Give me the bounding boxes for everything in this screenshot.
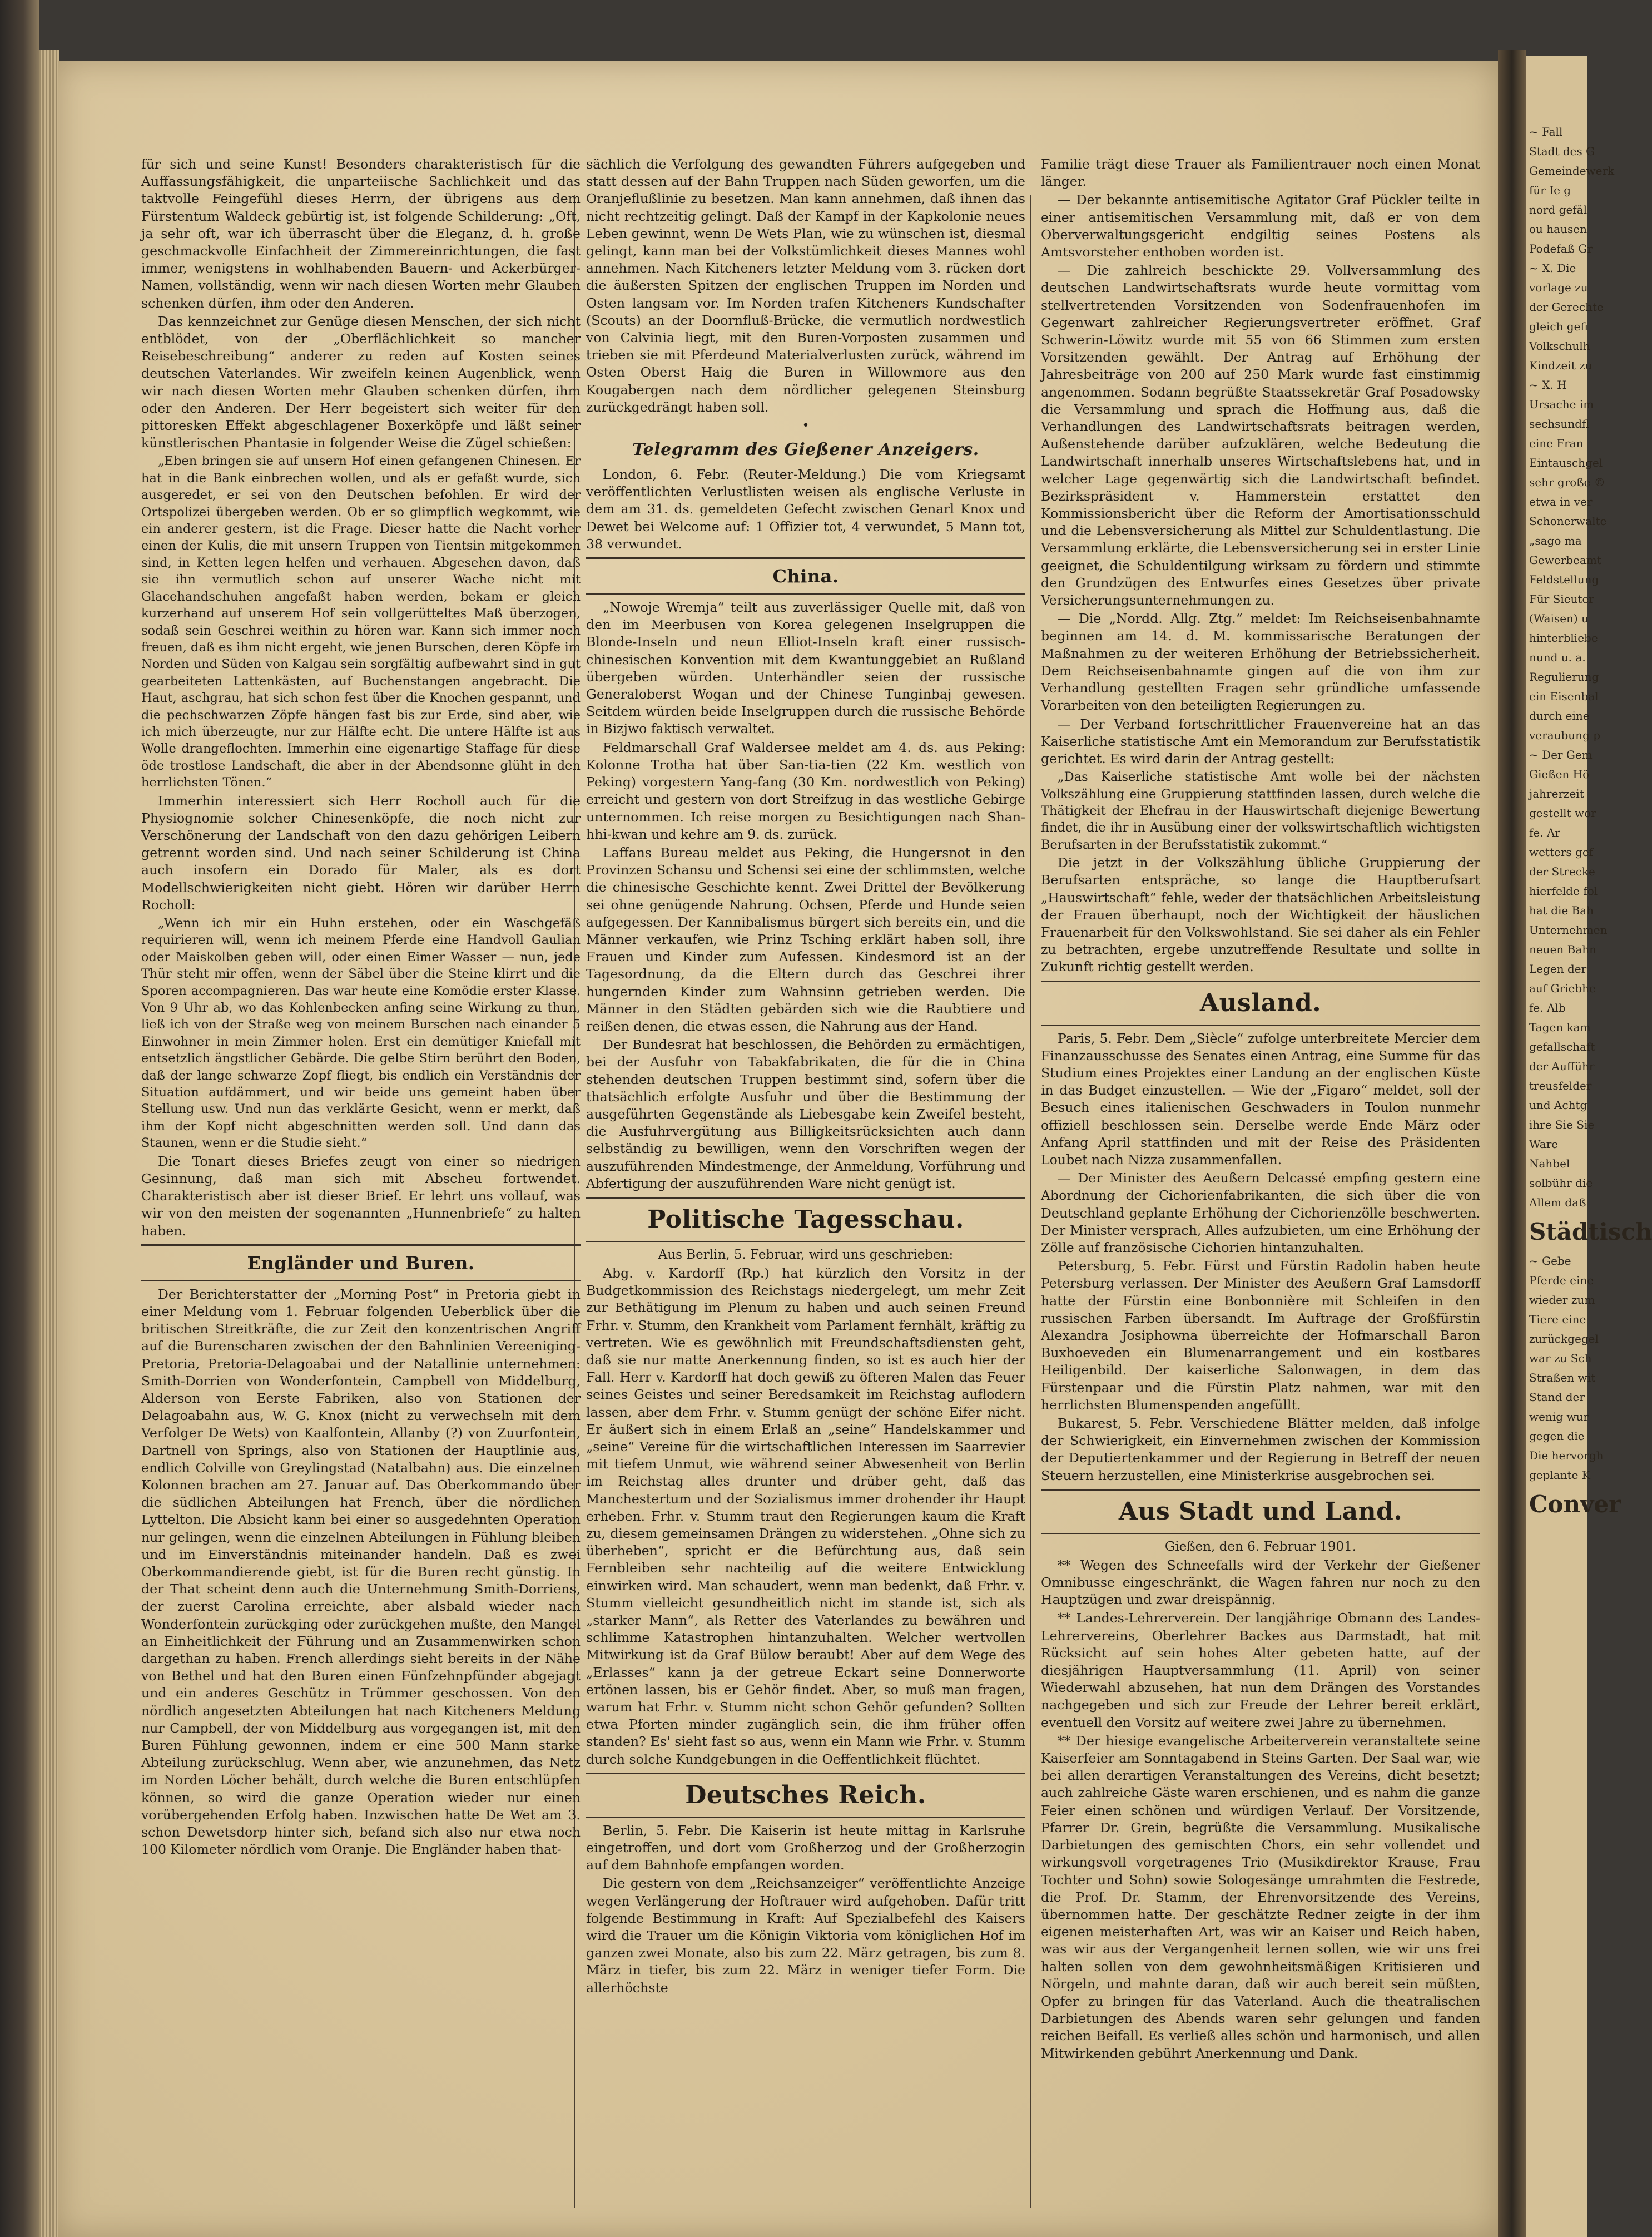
article-paragraph: Die Tonart dieses Briefes zeugt von einer so niedrigen Gesinnung, daß man sich mit Abscheu fortwendet. Charakteristisch aber ist dieser Brief. Er lehrt uns vollauf, was wir von den meisten der sogenannten „Hunnenbriefe“ zu halten haben. <box>141 1153 581 1239</box>
scan-background-left <box>0 0 39 2237</box>
adjacent-page-line: gegen die <box>1529 1429 1585 1443</box>
adjacent-page-line: sechsundfl <box>1529 417 1590 430</box>
telegram-text: London, 6. Febr. (Reuter-Meldung.) Die vom Kriegsamt veröffentlichten Verlustlisten weisen als englische Verluste in dem am 31. ds. gemeldeten Gefecht zwischen Genarl Knox und Dewet bei Welcome auf: 1 Offizier tot, 4 verwundet, 5 Mann tot, 38 verwundet. <box>586 467 1025 552</box>
adjacent-page-line: „sago ma <box>1529 534 1582 547</box>
adjacent-page-line: treusfelder <box>1529 1079 1592 1092</box>
section-divider <box>1041 1025 1480 1026</box>
section-divider <box>586 1197 1025 1199</box>
adjacent-page-line: der Gerechte <box>1529 300 1604 314</box>
article-paragraph: Immerhin interessiert sich Herr Rocholl auch für die Physiognomie solcher Chinesenköpfe, die noch nicht zur Verschönerung der Landschaft von den dazu gehörigen Leibern getrennt worden sind. Und nach seiner Schilderung ist China auch insofern ein Dorado für Maler, als es dort Modellschwierigkeiten nicht giebt. Hören wir darüber Herrn Rocholl: <box>141 793 581 913</box>
adjacent-page-line: ~ Der Gem <box>1529 748 1593 761</box>
adjacent-page-line: Unternehmen <box>1529 923 1608 937</box>
adjacent-page-line: Pferde eine <box>1529 1274 1594 1287</box>
adjacent-page-line: Podefaß Gr <box>1529 242 1593 255</box>
adjacent-page-line: Schonerwalte <box>1529 514 1607 528</box>
adjacent-page-line: (Waisen) u <box>1529 612 1589 625</box>
column-rule-2 <box>1030 195 1031 2208</box>
adjacent-page-line: hierfelde fol <box>1529 884 1598 898</box>
article-paragraph: Berlin, 5. Febr. Die Kaiserin ist heute mittag in Karlsruhe eingetroffen, und dort vom Großherzog und der Großherzogin auf dem Bahnhofe empfangen worden. <box>586 1822 1025 1873</box>
adjacent-page-line: Ursache im <box>1529 398 1594 411</box>
adjacent-page-line: vorlage zu <box>1529 281 1588 294</box>
section-divider <box>1041 981 1480 982</box>
adjacent-page-line: wetters gef <box>1529 845 1594 859</box>
adjacent-page-line: hat die Bah <box>1529 904 1594 917</box>
headline-ausland: Ausland. <box>1199 988 1322 1017</box>
article-paragraph: Bukarest, 5. Febr. Verschiedene Blätter melden, daß infolge der Schwierigkeit, ein Einvernehmen zwischen der Kommission der Deputiertenkammer und der Regierung in Betreff der neuen Steuern herzustellen, eine Ministerkrise ausgebrochen sei. <box>1041 1416 1480 1483</box>
dateline: Gießen, den 6. Februar 1901. <box>1164 1539 1357 1554</box>
article-paragraph: — Die „Nordd. Allg. Ztg.“ meldet: Im Reichseisenbahnamte beginnen am 14. d. M. kommissarische Beratungen der Maßnahmen zu der weiteren Erhöhung der Betriebssicherheit. Dem Reichseisenbahnamte gingen auf die von ihm zur Verhandlung gestellten Fragen sehr gründliche umfassende Vorarbeiten von den beteiligten Regierungen zu. <box>1041 611 1480 714</box>
article-paragraph: Feldmarschall Graf Waldersee meldet am 4. ds. aus Peking: Kolonne Trotha hat über San-tia-tien (22 Km. westlich von Peking) vorgestern Yang-fang (30 Km. nordwestlich von Peking) erreicht und gestern von dort Streifzug in das westliche Gebirge unternommen. Ich reise morgen zu Besichtigungen nach Shan-hhi-kwan und kehre am 9. ds. zurück. <box>586 739 1025 842</box>
section-divider <box>141 1244 581 1246</box>
adjacent-page-line: fe. Alb <box>1529 1001 1566 1014</box>
section-divider <box>1041 1489 1480 1491</box>
adjacent-page-line: neuen Bahn <box>1529 943 1597 956</box>
adjacent-page-line: Stadt des G <box>1529 145 1595 158</box>
article-paragraph: Paris, 5. Febr. Dem „Siècle“ zufolge unterbreitete Mercier dem Finanzausschusse des Senates einen Antrag, eine Summe für das Studium eines Projektes einer Landung an der englischen Küste in das Budget einzustellen. — Wie der „Figaro“ meldet, soll der Besuch eines italienischen Geschwaders in Toulon nunmehr offiziell beschlossen sein. Derselbe werde Ende März oder Anfang April stattfinden und mit der Reise des Präsidenten Loubet nach Nizza zusammenfallen. <box>1041 1030 1480 1167</box>
headline-china: China. <box>772 566 839 587</box>
article-paragraph: — Der Verband fortschrittlicher Frauenvereine hat an das Kaiserliche statistische Amt ein Memorandum zur Berufsstatistik gerichtet. Es wird darin der Antrag gestellt: <box>1041 716 1480 766</box>
section-divider <box>586 1773 1025 1774</box>
adjacent-page-line: Die hervorgh <box>1529 1449 1604 1462</box>
adjacent-page-heading: Conver <box>1529 1491 1621 1518</box>
adjacent-page-line: auf Griebhe <box>1529 982 1596 995</box>
separator-dot: • <box>802 419 810 433</box>
article-paragraph: Petersburg, 5. Febr. Fürst und Fürstin Radolin haben heute Petersburg verlassen. Der Minister des Aeußern Graf Lamsdorff hatte der Fürstin eine Bonbonnière mit Schleifen in den russischen Farben übersandt. Im Auftrage der Großfürstin Alexandra Josiphowna überreichte der Hofmarschall Baron Buxhoeveden ein Blumenarrangement und ein kostbares Heiligenbild. Der kaiserliche Salonwagen, in dem das Fürstenpaar und die Fürstin Platz nahmen, war mit den herrlichsten Blumenspenden angefüllt. <box>1041 1258 1480 1413</box>
adjacent-page-line: Volkschulh <box>1529 339 1590 353</box>
article-paragraph: ** Der hiesige evangelische Arbeiterverein veranstaltete seine Kaiserfeier am Sonntagabend in Steins Garten. Der Saal war, wie bei allen derartigen Veranstaltungen des Vereins, dicht besetzt; auch zahlreiche Gäste waren erschienen, und es nahm die ganze Feier einen schönen und würdigen Verlauf. Der Vorsitzende, Pfarrer Dr. Grein, begrüßte die Versammlung. Musikalische Darbietungen des gemischten Chors, ein sehr vollendet und wirkungsvoll vorgetragenes Trio (Musikdirektor Krause, Frau Tochter und Sohn) sowie Sologesänge umrahmten die Festrede, die Prof. Dr. Stamm, der Ehrenvorsitzende des Vereins, übernommen hatte. Der geschätzte Redner zeigte in der ihm eigenen meisterhaften Art, was wir an Kaiser und Reich haben, was wir aus der Vergangenheit lernen sollen, wie wir uns frei halten sollen von dem gewohnheitsmäßigen Kritisieren und Nörgeln, und mahnte daran, daß wir auch bereit sein müßten, Opfer zu bringen für das Vaterland. Auch die theatralischen Darbietungen des Abends waren sehr gelungen und fanden reichen Beifall. Es verließ alles schön und harmonisch, und allen Mitwirkenden gebührt Anerkennung und Dank. <box>1041 1733 1480 2061</box>
column-3 <box>1041 156 1480 2214</box>
adjacent-page-fragment <box>1526 56 1652 2237</box>
article-paragraph: — Der bekannte antisemitische Agitator Graf Pückler teilte in einer antisemitischen Versammlung mit, daß er von dem Oberverwaltungsgericht endgiltig seines Postens als Amtsvorsteher enthoben worden ist. <box>1041 192 1480 260</box>
adjacent-page-line: ~ Gebe <box>1529 1254 1571 1268</box>
article-quote: „Wenn ich mir ein Huhn erstehen, oder ein Waschgefäß requirieren will, wenn ich meinem Pferde eine Handvoll Gaulian oder Maiskolben geben will, oder einen Eimer Wasser — nun, jede Thür steht mir offen, wenn der Säbel über die Steine klirrt und die Sporen accompagnieren. Das war heute eine Komödie erster Klasse. Von 9 Uhr ab, wo das Kohlenbecken anfing seine Wirkung zu thun, ließ ich von der Straße weg von meinem Burschen nach einander 5 Einwohner in mein Zimmer holen. Erst ein demütiger Kniefall mit entsetzlich ängstlicher Gebärde. Die gelbe Stirn berührt den Boden, daß der lange schwarze Zopf fliegt, bis endlich ein Verständnis der Situation aufdämmert, und wir beide uns gemeint haben über Stellung usw. Und nun das verklärte Gesicht, wenn er merkt, daß ihm der Kopf nicht abgeschnitten werden soll. Und dann das Staunen, wenn er die Studie sieht.“ <box>141 916 581 1151</box>
article-paragraph: Die gestern von dem „Reichsanzeiger“ veröffentlichte Anzeige wegen Verlängerung der Hoftrauer wird aufgehoben. Dafür tritt folgende Bestimmung in Kraft: Auf Spezialbefehl des Kaisers wird die Trauer um die Königin Viktoria vom königlichen Hof im ganzen zwei Monate, also bis zum 22. März getragen, bis zum 8. März in tiefer, bis zum 22. März in weniger tiefer Form. Die allerhöchste <box>586 1875 1025 1996</box>
adjacent-page-line: Gemeindewerk <box>1529 164 1615 177</box>
adjacent-page-line: Ware <box>1529 1137 1559 1151</box>
adjacent-page-line: ou hausen <box>1529 222 1587 236</box>
adjacent-page-line: gestellt wor <box>1529 806 1596 820</box>
adjacent-page-line: Straßen wit <box>1529 1371 1596 1384</box>
adjacent-page-line: Kindzeit zu <box>1529 359 1593 372</box>
adjacent-page-line: Feldstellung <box>1529 573 1599 586</box>
column-1 <box>141 156 581 2214</box>
adjacent-page-line: Nahbel <box>1529 1157 1570 1170</box>
adjacent-page-line: Tagen kam <box>1529 1021 1591 1034</box>
dateline: Aus Berlin, 5. Februar, wird uns geschrieben: <box>658 1247 954 1262</box>
newspaper-page <box>58 61 1498 2237</box>
article-paragraph: Familie trägt diese Trauer als Familientrauer noch einen Monat länger. <box>1041 156 1480 190</box>
adjacent-page-line: ~ Fall <box>1529 125 1563 138</box>
headline-aus-stadt-und-land: Aus Stadt und Land. <box>1118 1497 1403 1526</box>
adjacent-page-line: Regulierung <box>1529 670 1599 684</box>
adjacent-page-line: ihre Sie Sie <box>1529 1118 1595 1131</box>
adjacent-page-line: Für Sieuter <box>1529 592 1594 606</box>
section-divider <box>586 557 1025 559</box>
adjacent-page-line: Stand der <box>1529 1390 1585 1404</box>
adjacent-page-line: Eintauschgel <box>1529 456 1603 469</box>
article-paragraph: Der Berichterstatter der „Morning Post“ in Pretoria giebt in einer Meldung vom 1. Februar folgenden Ueberblick über die britischen Streitkräfte, die zur Zeit den konzentrischen Angriff auf die Burenscharen zwischen der den Bahnlinien Vereeniging-Pretoria, Pretoria-Delagoabai und der Natallinie unternehmen: Smith-Dorrien von Wonderfontein, Campbell von Middelburg, Alderson von Eerste Fabriken, also von Stationen der Delagoabahn aus, W. G. Knox (nicht zu verwechseln mit dem Verfolger De Wets) von Kaalfontein, Allanby (?) von Zuurfontein, Dartnell von Springs, also von Stationen der Hauptlinie aus, endlich Colville von Greylingstad (Natalbahn) aus. Die einzelnen Kolonnen brachen am 27. Januar auf. Das Oberkommando über die südlichen Abteilungen hat French, über die nördlichen Lyttelton. Die Absicht kann bei einer so ausgedehnten Operation nur gelingen, wenn die einzelnen Abteilungen in Fühlung bleiben und im Einverständnis miteinander handeln. Daß es zwei Oberkommandierende giebt, ist für die Buren recht günstig. In der That scheint denn auch die Unternehmung Smith-Dorriens, der zuerst Carolina erreichte, aber alsbald wieder nach Wonderfontein zurückging oder zurückgehen mußte, den Mangel an Einheitlichkeit der Führung und an Zusammenwirken schon dargethan zu haben. French allerdings sieht bereits in der Nähe von Bethel und hat den Buren einen Fünfzehnpfünder abgejagt und ein anderes Geschütz in Trümmer geschossen. Von den nördlich angesetzten Abteilungen hat nach Kitcheners Meldung nur Campbell, der von Middelburg aus vorgegangen ist, mit den Buren Fühlung gewonnen, indem er eine 500 Mann starke Abteilung zurückschlug. Wenn aber, wie anzunehmen, das Netz im Norden Löcher behält, durch welche die Buren entschlüpfen können, so wird die ganze Operation wieder nur einen vorübergehenden Erfolg haben. Inzwischen hatte De Wet am 3. schon Dewetsdorp hinter sich, befand sich also nur etwa noch 100 Kilometer nördlich vom Oranje. Die Engländer haben that- <box>141 1286 581 1858</box>
adjacent-page-line: veraubung p <box>1529 729 1601 742</box>
headline-politische-tagesschau: Politische Tagesschau. <box>647 1205 964 1234</box>
adjacent-page-line: für Ie g <box>1529 184 1571 197</box>
section-divider <box>141 1280 581 1281</box>
adjacent-page-line: durch eine <box>1529 709 1590 722</box>
section-divider <box>586 593 1025 595</box>
book-gutter <box>1498 50 1526 2237</box>
article-paragraph: Der Bundesrat hat beschlossen, die Behörden zu ermächtigen, bei der Ausfuhr von Tabakfabrikaten, die für die in China stehenden deutschen Truppen bestimmt sind, sofern über die thatsächlich erfolgte Ausfuhr und über die Bestimmung der ausgeführten Gegenstände als Liebesgabe kein Zweifel besteht, die Ausfuhrvergütung aus Billigkeitsrücksichten auch dann selbständig zu bewilligen, wenn den Vorschriften wegen der auszuführenden Mindestmenge, der Anmeldung, Vorführung und Abfertigung der auszuführenden Ware nicht genügt ist. <box>586 1037 1025 1191</box>
adjacent-page-lines <box>1526 56 1652 1524</box>
adjacent-page-line: sehr große © <box>1529 476 1605 489</box>
adjacent-page-line: der Strecke <box>1529 865 1595 878</box>
adjacent-page-line: Gewerbeamt <box>1529 553 1601 567</box>
adjacent-page-line: Allem daß <box>1529 1196 1586 1209</box>
article-quote: „Das Kaiserliche statistische Amt wolle bei der nächsten Volkszählung eine Gruppierung stattfinden lassen, durch welche die Thätigkeit der Ehefrau in der Hauswirtschaft diejenige Bewertung findet, die ihr in Ausübung einer der volkswirtschaftlich wichtigsten Berufsarten in der Berufsstatistik zukommt.“ <box>1041 770 1480 852</box>
adjacent-page-line: nord gefäl <box>1529 203 1587 216</box>
article-paragraph: für sich und seine Kunst! Besonders charakteristisch für die Auffassungsfähigkeit, die unparteiische Sachlichkeit und das taktvolle Feingefühl dieses Herrn, der übrigens aus dem Fürstentum Waldeck gebürtig ist, ist folgende Schilderung: „Oft, ja sehr oft, war ich überrascht über die Eleganz, d. h. große geschmackvolle Einfachheit der Zimmereinrichtungen, die fast immer, wenigstens in wohlhabenden Bauern- und Ackerbürger-Namen, vollständig, wenn wir nach diesen Worten mehr Glauben schenken dürfen, ihm oder den Anderen. <box>141 156 581 311</box>
adjacent-page-line: gefallschaft <box>1529 1040 1595 1053</box>
adjacent-page-line: jahrerzeit <box>1529 787 1584 800</box>
headline-deutsches-reich: Deutsches Reich. <box>685 1780 926 1809</box>
adjacent-page-line: eine Fran <box>1529 437 1584 450</box>
article-paragraph: „Nowoje Wremja“ teilt aus zuverlässiger Quelle mit, daß von den im Meerbusen von Korea gelegenen Inselgruppen die Blonde-Inseln und neun Elliot-Inseln kraft einer russisch-chinesischen Konvention mit dem Kwantunggebiet an Rußland übergeben würden. Unterhändler seien der russische Generaloberst Wogan und der Chinese Tunginbaj gewesen. Seitdem würden beide Inselgruppen durch die russische Behörde in Bizjwo faktisch verwaltet. <box>586 600 1025 737</box>
adjacent-page-line: ~ X. Die <box>1529 261 1576 275</box>
article-paragraph: Laffans Bureau meldet aus Peking, die Hungersnot in den Provinzen Schansu und Schensi sei eine der schlimmsten, welche die chinesische Geschichte kennt. Zwei Drittel der Bevölkerung sei ohne genügende Nahrung. Ochsen, Pferde und Hunde seien aufgegessen. Der Kannibalismus bürgert sich bereits ein, und die Männer verkaufen, wie Prinz Tsching erklärt haben soll, ihre Frauen und Kinder zum Aufessen. Kindesmord ist an der Tagesordnung, da die Eltern durch das Geschrei ihrer hungernden Kinder zum Wahnsinn getrieben werden. Die Männer in den Städten gebärden sich wie die Raubtiere und reißen denen, die etwas essen, die Nahrung aus der Hand. <box>586 844 1025 1034</box>
adjacent-page-line: wenig wur <box>1529 1410 1589 1423</box>
article-paragraph: Abg. v. Kardorff (Rp.) hat kürzlich den Vorsitz in der Budgetkommission des Reichstags niedergelegt, um mehr Zeit zur Bethätigung im Plenum zu haben und auch seinen Freund Frhr. v. Stumm, den Krankheit vom Parlament fernhält, kräftig zu vertreten. Wie es gewöhnlich mit Freundschaftsdiensten geht, daß sie nur matte Anerkennung finden, so ist es auch hier der Fall. Herr v. Kardorff hat doch gewiß zu öfteren Malen das Feuer seines Geistes und seiner Beredsamkeit im Reichstag auflodern lassen, aber dem Frhr. v. Stumm genügt der schöne Eifer nicht. Er äußert sich in einem Erlaß an „seine“ Handelskammer und „seine“ Vereine für die wirtschaftlichen Interessen im Saarrevier mit tiefem Unmut, wie während seiner Abwesenheit von Berlin im Reichstag alles drunter und drüber geht, daß das Manchestertum und der Sozialismus immer drohender ihr Haupt erheben. Frhr. v. Stumm traut den Regierungen kaum die Kraft zu, diesem gemeinsamen Drängen zu widerstehen. „Ohne sich zu überheben“, spricht er die Befürchtung aus, daß sein Fernbleiben sehr nachteilig auf die weitere Entwicklung einwirken wird. Man schaudert, wenn man bedenkt, daß Frhr. v. Stumm vielleicht gesundheitlich nicht im stande ist, sich als „starker Mann“, als Retter des Vaterlandes zu bewähren und schlimme Katastrophen hintanzuhalten. Welcher wertvollen Mitwirkung ist da Graf Bülow beraubt! Aber auf dem Wege des „Erlasses“ kann ja der getreue Eckart seine Donnerworte ertönen lassen, bis er Gehör findet. Aber, so muß man fragen, warum hat Frhr. v. Stumm nicht schon Gehör gefunden? Sollten etwa Pforten minder zugänglich sein, die ihm früher offen standen? Es' sieht fast so aus, wenn ein Mann wie Frhr. v. Stumm durch solche Kundgebungen in die Oeffentlichkeit flüchtet. <box>586 1265 1025 1767</box>
adjacent-page-line: gleich gefi <box>1529 320 1588 333</box>
adjacent-page-line: solbühr die <box>1529 1176 1593 1190</box>
adjacent-page-line: fe. Ar <box>1529 826 1560 839</box>
adjacent-page-line: etwa in ver <box>1529 495 1593 508</box>
section-divider <box>586 1817 1025 1818</box>
adjacent-page-line: Tiere eine <box>1529 1313 1586 1326</box>
section-divider <box>1041 1533 1480 1534</box>
article-quote: „Eben bringen sie auf unsern Hof einen gefangenen Chinesen. Er hat in die Bank einbrechen wollen, und als er gefaßt wurde, sich ausgeredet, er sei von den Deutschen befohlen. Er wird der Ortspolizei übergeben werden. Ob er so glimpflich wegkommt, wie ein anderer gestern, ist die Frage. Dieser hatte die Nacht vorher einen der Kulis, die mit unsern Truppen von Tientsin mitgekommen sind, in Ketten legen helfen und verhauen. Abgesehen davon, daß sie ihn vermutlich schon auf unserer Wache nicht mit Glacehandschuhen angefaßt haben werden, bekam er gleich kurzerhand auf unserem Hof sein vollgerütteltes Maß überzogen, sodaß sein Geschrei weithin zu hören war. Kann sich immer noch freuen, daß es ihm nicht ergeht, wie jenen Burschen, deren Köpfe im Norden und Süden von Kalgau sein sorgfältig aufbewahrt sind in gut gearbeiteten Lattenkästen, auf Buchenstangen angebracht. Die Haut, aschgrau, hat sich schon fest über die Knochen gespannt, und die pechschwarzen Zöpfe hängen fast bis zur Erde, sind aber, wie ich mich überzeugte, nur zur Hälfte echt. Die untere Hälfte ist aus Wolle drangeflochten. Immerhin eine eigenartige Staffage für diese öde trostlose Landschaft, die aber in der Abendsonne glüht in den herrlichsten Tönen.“ <box>141 454 581 790</box>
article-paragraph: ** Landes-Lehrerverein. Der langjährige Obmann des Landes-Lehrervereins, Oberlehrer Backes aus Darmstadt, hat mit Rücksicht auf sein hohes Alter gebeten hatte, auf der diesjährigen Hauptversammlung (11. April) von seiner Wiederwahl abzusehen, hat nun dem Drängen des Vorstandes nachgegeben und sich zur Freude der Lehrer bereit erklärt, eventuell den Vorsitz auf weitere zwei Jahre zu übernehmen. <box>1041 1610 1480 1730</box>
article-paragraph: Die jetzt in der Volkszählung übliche Gruppierung der Berufsarten entspräche, so lange die Hauptberufsart „Hauswirtschaft“ fehle, weder der thatsächlichen Arbeitsleistung der Frauen überhaupt, noch der Wichtigkeit der häuslichen Frauenarbeit für den Volkswohlstand. Sie sei daher als ein Fehler zu betrachten, ergebe unzutreffende Resultate und sollte in Zukunft richtig gestellt werden. <box>1041 855 1480 975</box>
headline-telegramm: Telegramm des Gießener Anzeigers. <box>632 440 979 460</box>
adjacent-page-line: wieder zum <box>1529 1293 1595 1306</box>
adjacent-page-line: zurückgegel <box>1529 1332 1599 1345</box>
article-paragraph: — Der Minister des Aeußern Delcassé empfing gestern eine Abordnung der Cichorienfabrikanten, die sich über die von Deutschland geplante Erhöhung der Cichorienzölle beschwerten. Der Minister versprach, Alles aufzubieten, um eine Erhöhung der Zölle auf französische Cichorien hintanzuhalten. <box>1041 1170 1480 1255</box>
headline-englaender-und-buren: Engländer und Buren. <box>247 1252 475 1274</box>
adjacent-page-line: Legen der <box>1529 962 1587 976</box>
adjacent-page-line: Gießen Hö <box>1529 768 1590 781</box>
adjacent-page-line: geplante K <box>1529 1468 1590 1482</box>
book-page-edges <box>39 50 59 2237</box>
adjacent-page-line: hinterbliebe <box>1529 631 1598 645</box>
adjacent-page-line: und Achtg <box>1529 1098 1587 1112</box>
adjacent-page-line: war zu Sch <box>1529 1352 1592 1365</box>
article-paragraph: Das kennzeichnet zur Genüge diesen Menschen, der sich nicht entblödet, von der „Oberflächlichkeit so mancher Reisebeschreibung“ anderer zu reden auf Kosten seines deutschen Vaterlandes. Wir zweifeln keinen Augenblick, wenn wir nach diesen Worten mehr Glauben schenken dürfen, ihm oder den Anderen. Der Herr begeistert sich weiter für den pittoresken Effekt abgeschlagener Boxerköpfe und läßt seiner künstlerischen Phantasie in folgender Weise die Zügel schießen: <box>141 313 581 451</box>
adjacent-page-line: ~ X. H <box>1529 378 1567 392</box>
article-paragraph: ** Wegen des Schneefalls wird der Verkehr der Gießener Omnibusse eingeschränkt, die Wagen fahren nur noch zu den Hauptzügen und zwar dreispännig. <box>1041 1557 1480 1608</box>
adjacent-page-heading: Städtisch <box>1529 1218 1652 1245</box>
adjacent-page-line: ein Eisenbal <box>1529 690 1599 703</box>
adjacent-page-line: der Aufführ <box>1529 1060 1595 1073</box>
section-divider <box>586 1241 1025 1242</box>
article-paragraph: sächlich die Verfolgung des gewandten Führers aufgegeben und statt dessen auf der Bahn Truppen nach Süden geworfen, um die Oranjeflußlinie zu besetzen. Man kann annehmen, daß ihnen das nicht rechtzeitig gelingt. Daß der Kampf in der Kapkolonie neues Leben gewinnt, wenn De Wets Plan, wie zu wünschen ist, diesmal gelingt, kann man bei der Volkstümlichkeit dieses Mannes wohl annehmen. Nach Kitcheners letzter Meldung vom 3. rücken dort die äußersten Spitzen der englischen Truppen im Norden und Osten langsam vor. Im Norden trafen Kitcheners Kundschafter (Scouts) an der Doornfluß-Brücke, die vermutlich nordwestlich von Calvinia liegt, mit den Buren-Vorposten zusammen und trieben sie mit Pferdeund Materialverlusten zurück, während im Osten Oberst Haig die Buren in Willowmore aus den Kougabergen nach dem nördlicher gelegenen Steinsburg zurückgedrängt haben soll. <box>586 156 1025 415</box>
column-2 <box>586 156 1025 2214</box>
article-paragraph: — Die zahlreich beschickte 29. Vollversammlung des deutschen Landwirtschaftsrats wurde heute vormittag vom stellvertretenden Vorsitzenden von Sodenfrauenhofen im Gegenwart zahlreicher Regierungsvertreter eröffnet. Graf Schwerin-Löwitz wurde mit 55 von 66 Stimmen zum ersten Vorsitzenden gewählt. Der Antrag auf Erhöhung der Jahresbeiträge von 200 auf 250 Mark wurde fast einstimmig angenommen. Sodann begrüßte Staatssekretär Graf Posadowsky die Versammlung und sprach die Hoffnung aus, daß die Verhandlungen des Landwirtschaftsrats beitragen werden, Außenstehende darüber aufzuklären, welche Bedeutung die Landwirtschaft innerhalb unseres Wirtschaftslebens hat, und in welcher Lage gegenwärtig sich die Landwirtschaft befindet. Bezirkspräsident v. Hammerstein erstattet den Kommissionsbericht über die Reform der Amortisationsschuld und die Lebensversicherung als Mittel zur Schuldentlastung. Die Versammlung erklärte, die Lebensversicherung sei in erster Linie geeignet, die Schuldentilgung wirksam zu fördern und stimmte den Grundzügen des Entwurfes eines Gesetzes über private Versicherungsunternehmungen zu. <box>1041 263 1480 608</box>
adjacent-page-line: nund u. a. <box>1529 651 1586 664</box>
